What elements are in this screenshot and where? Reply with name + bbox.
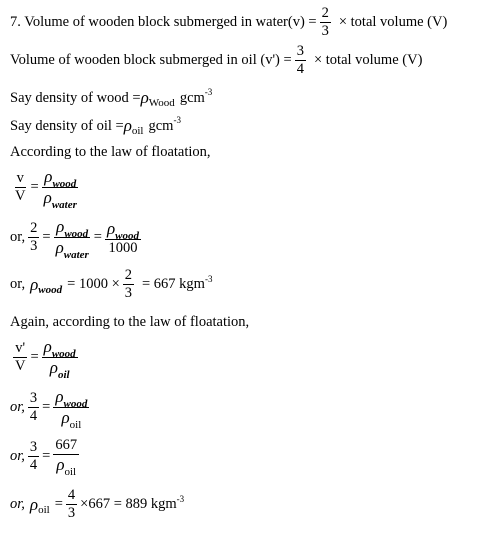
numerator: 667 <box>53 438 79 455</box>
text: or, <box>10 229 26 246</box>
denominator: 3 <box>124 285 132 302</box>
numerator: 3 <box>295 44 306 61</box>
equation-line-12 <box>10 437 82 479</box>
numerator: 3 <box>28 440 39 457</box>
exponent: -3 <box>173 115 181 125</box>
rho-symbol: ρ <box>30 274 39 294</box>
text: Volume of wooden block submerged in oil (v') = <box>10 52 292 69</box>
numerator: v <box>15 171 26 188</box>
numerator: $\rho_{wood}$ <box>43 337 76 360</box>
fraction <box>42 337 78 382</box>
equation-line-3 <box>10 88 212 108</box>
fraction <box>13 171 27 204</box>
fraction <box>28 221 39 254</box>
text: or, <box>10 496 25 513</box>
equation-line-8 <box>10 268 212 301</box>
unit: gcm <box>179 89 205 106</box>
fraction <box>54 217 91 262</box>
text: Say density of oil = <box>10 117 124 134</box>
subscript: oil <box>38 503 50 516</box>
text: or, <box>10 399 25 416</box>
denominator: 4 <box>29 408 38 425</box>
numerator: $\rho_{wood}$ <box>56 217 89 240</box>
numerator: 2 <box>320 6 331 23</box>
denominator: 4 <box>29 456 38 473</box>
text: 7. Volume of wooden block submerged in water(v) = <box>10 14 317 31</box>
numerator: 2 <box>123 268 134 285</box>
rho-symbol: ρ <box>29 494 39 514</box>
denominator: $\rho_{water}$ <box>55 238 89 262</box>
equation-line-10 <box>10 337 81 382</box>
denominator: 3 <box>67 505 76 522</box>
fraction <box>105 220 141 256</box>
denominator: V <box>15 358 26 375</box>
fraction <box>42 167 79 212</box>
text: = 667 kgm <box>142 276 205 293</box>
text: × total volume (V) <box>338 14 448 31</box>
text: ×667 = 889 kgm <box>80 496 177 513</box>
equals: = <box>42 229 51 246</box>
numerator: 4 <box>66 488 77 505</box>
text: × total volume (V) <box>313 52 423 69</box>
fraction <box>320 6 331 39</box>
denominator: $\rho_{oil}$ <box>49 358 70 382</box>
denominator: 1000 <box>108 239 138 256</box>
denominator: 4 <box>296 61 304 78</box>
text: or, <box>10 276 26 293</box>
denominator: $\rho_{oil}$ <box>56 455 77 479</box>
denominator: V <box>15 188 26 205</box>
exponent: -3 <box>176 493 185 504</box>
equation-line-11 <box>10 387 92 432</box>
text: Again, according to the law of floatation, <box>10 314 250 330</box>
denominator: 3 <box>30 238 38 255</box>
fraction <box>123 268 134 301</box>
equation-line-6 <box>10 167 82 212</box>
denominator: 3 <box>321 23 329 40</box>
numerator: 2 <box>28 221 39 238</box>
equation-line-7 <box>10 217 144 262</box>
denominator: $\rho_{water}$ <box>43 188 77 212</box>
fraction <box>295 44 306 77</box>
fraction <box>28 440 39 473</box>
equals: = <box>30 179 39 196</box>
exponent: -3 <box>204 273 213 284</box>
equation-line-4 <box>10 116 181 136</box>
numerator: $\rho_{wood}$ <box>44 167 77 190</box>
statement-line <box>10 144 211 161</box>
text: or, <box>10 447 25 464</box>
numerator: v' <box>13 341 27 358</box>
equals: = <box>42 399 51 416</box>
equals: = <box>54 496 63 513</box>
statement-line <box>10 314 249 331</box>
numerator: $\rho_{wood}$ <box>55 387 88 410</box>
text: = 1000 × <box>67 276 120 293</box>
equals: = <box>93 229 102 246</box>
subscript: oil <box>131 125 144 137</box>
denominator: $\rho_{oil}$ <box>61 408 82 432</box>
fraction <box>13 341 27 374</box>
numerator: 3 <box>28 391 39 408</box>
equals: = <box>42 447 51 464</box>
rho-symbol: ρ <box>140 88 149 107</box>
text: According to the law of floatation, <box>10 144 211 160</box>
subscript: wood <box>38 283 63 296</box>
rho-symbol: ρ <box>123 116 132 135</box>
subscript: Wood <box>148 97 175 109</box>
equation-line-2 <box>10 44 422 77</box>
fraction <box>28 391 39 424</box>
fraction <box>66 488 77 521</box>
fraction <box>53 387 89 432</box>
equation-line-1 <box>10 6 447 39</box>
exponent: -3 <box>204 87 213 97</box>
unit: gcm <box>148 117 174 134</box>
fraction <box>53 437 79 479</box>
text: Say density of wood = <box>10 89 141 106</box>
equation-line-13 <box>10 488 184 521</box>
equals: = <box>30 349 39 366</box>
numerator: $\rho_{wood}$ <box>106 218 139 242</box>
